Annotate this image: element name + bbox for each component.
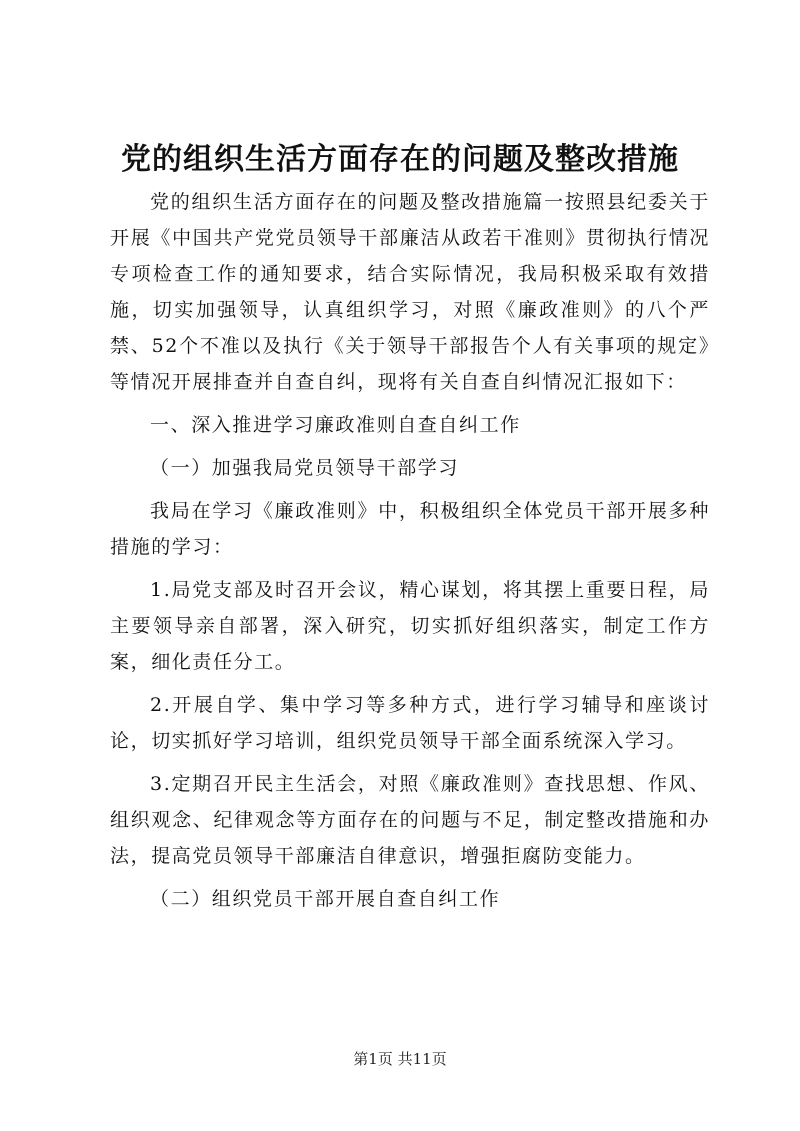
- paragraph-item-1: 1.局党支部及时召开会议，精心谋划，将其摆上重要日程，局主要领导亲自部署，深入研究，切实抓好组织落实，制定工作方案，细化责任分工。: [110, 579, 710, 673]
- paragraph-intro: 党的组织生活方面存在的问题及整改措施篇一按照县纪委关于开展《中国共产党党员领导干部廉洁从政若干准则》贯彻执行情况专项检查工作的通知要求，结合实际情况，我局积极采取有效措施，切实加强领导，认真组织学习，对照《廉政准则》的八个严禁、52个不准以及执行《关于领导干部报告个人有关事项的规定》等情况开展排查并自查自纠，现将有关自查自纠情况汇报如下：: [110, 191, 710, 393]
- page-footer: 第1页 共11页: [353, 1050, 447, 1068]
- paragraph-subsection-heading-1: （一）加强我局党员领导干部学习: [150, 457, 460, 479]
- document-title: 党的组织生活方面存在的问题及整改措施: [121, 142, 679, 177]
- paragraph-subsection-heading-2: （二）组织党员干部开展自查自纠工作: [150, 888, 501, 910]
- paragraph-section-heading-1: 一、深入推进学习廉政准则自查自纠工作: [150, 414, 521, 436]
- paragraph-item-2: 2.开展自学、集中学习等多种方式，进行学习辅导和座谈讨论，切实抓好学习培训，组织党员领导干部全面系统深入学习。: [110, 694, 710, 752]
- paragraph-item-3: 3.定期召开民主生活会，对照《廉政准则》查找思想、作风、组织观念、纪律观念等方面存在的问题与不足，制定整改措施和办法，提高党员领导干部廉洁自律意识，增强拒腐防变能力。: [110, 773, 710, 867]
- paragraph-study-measures: 我局在学习《廉政准则》中，积极组织全体党员干部开展多种措施的学习：: [110, 500, 710, 558]
- document-body: [110, 184, 710, 924]
